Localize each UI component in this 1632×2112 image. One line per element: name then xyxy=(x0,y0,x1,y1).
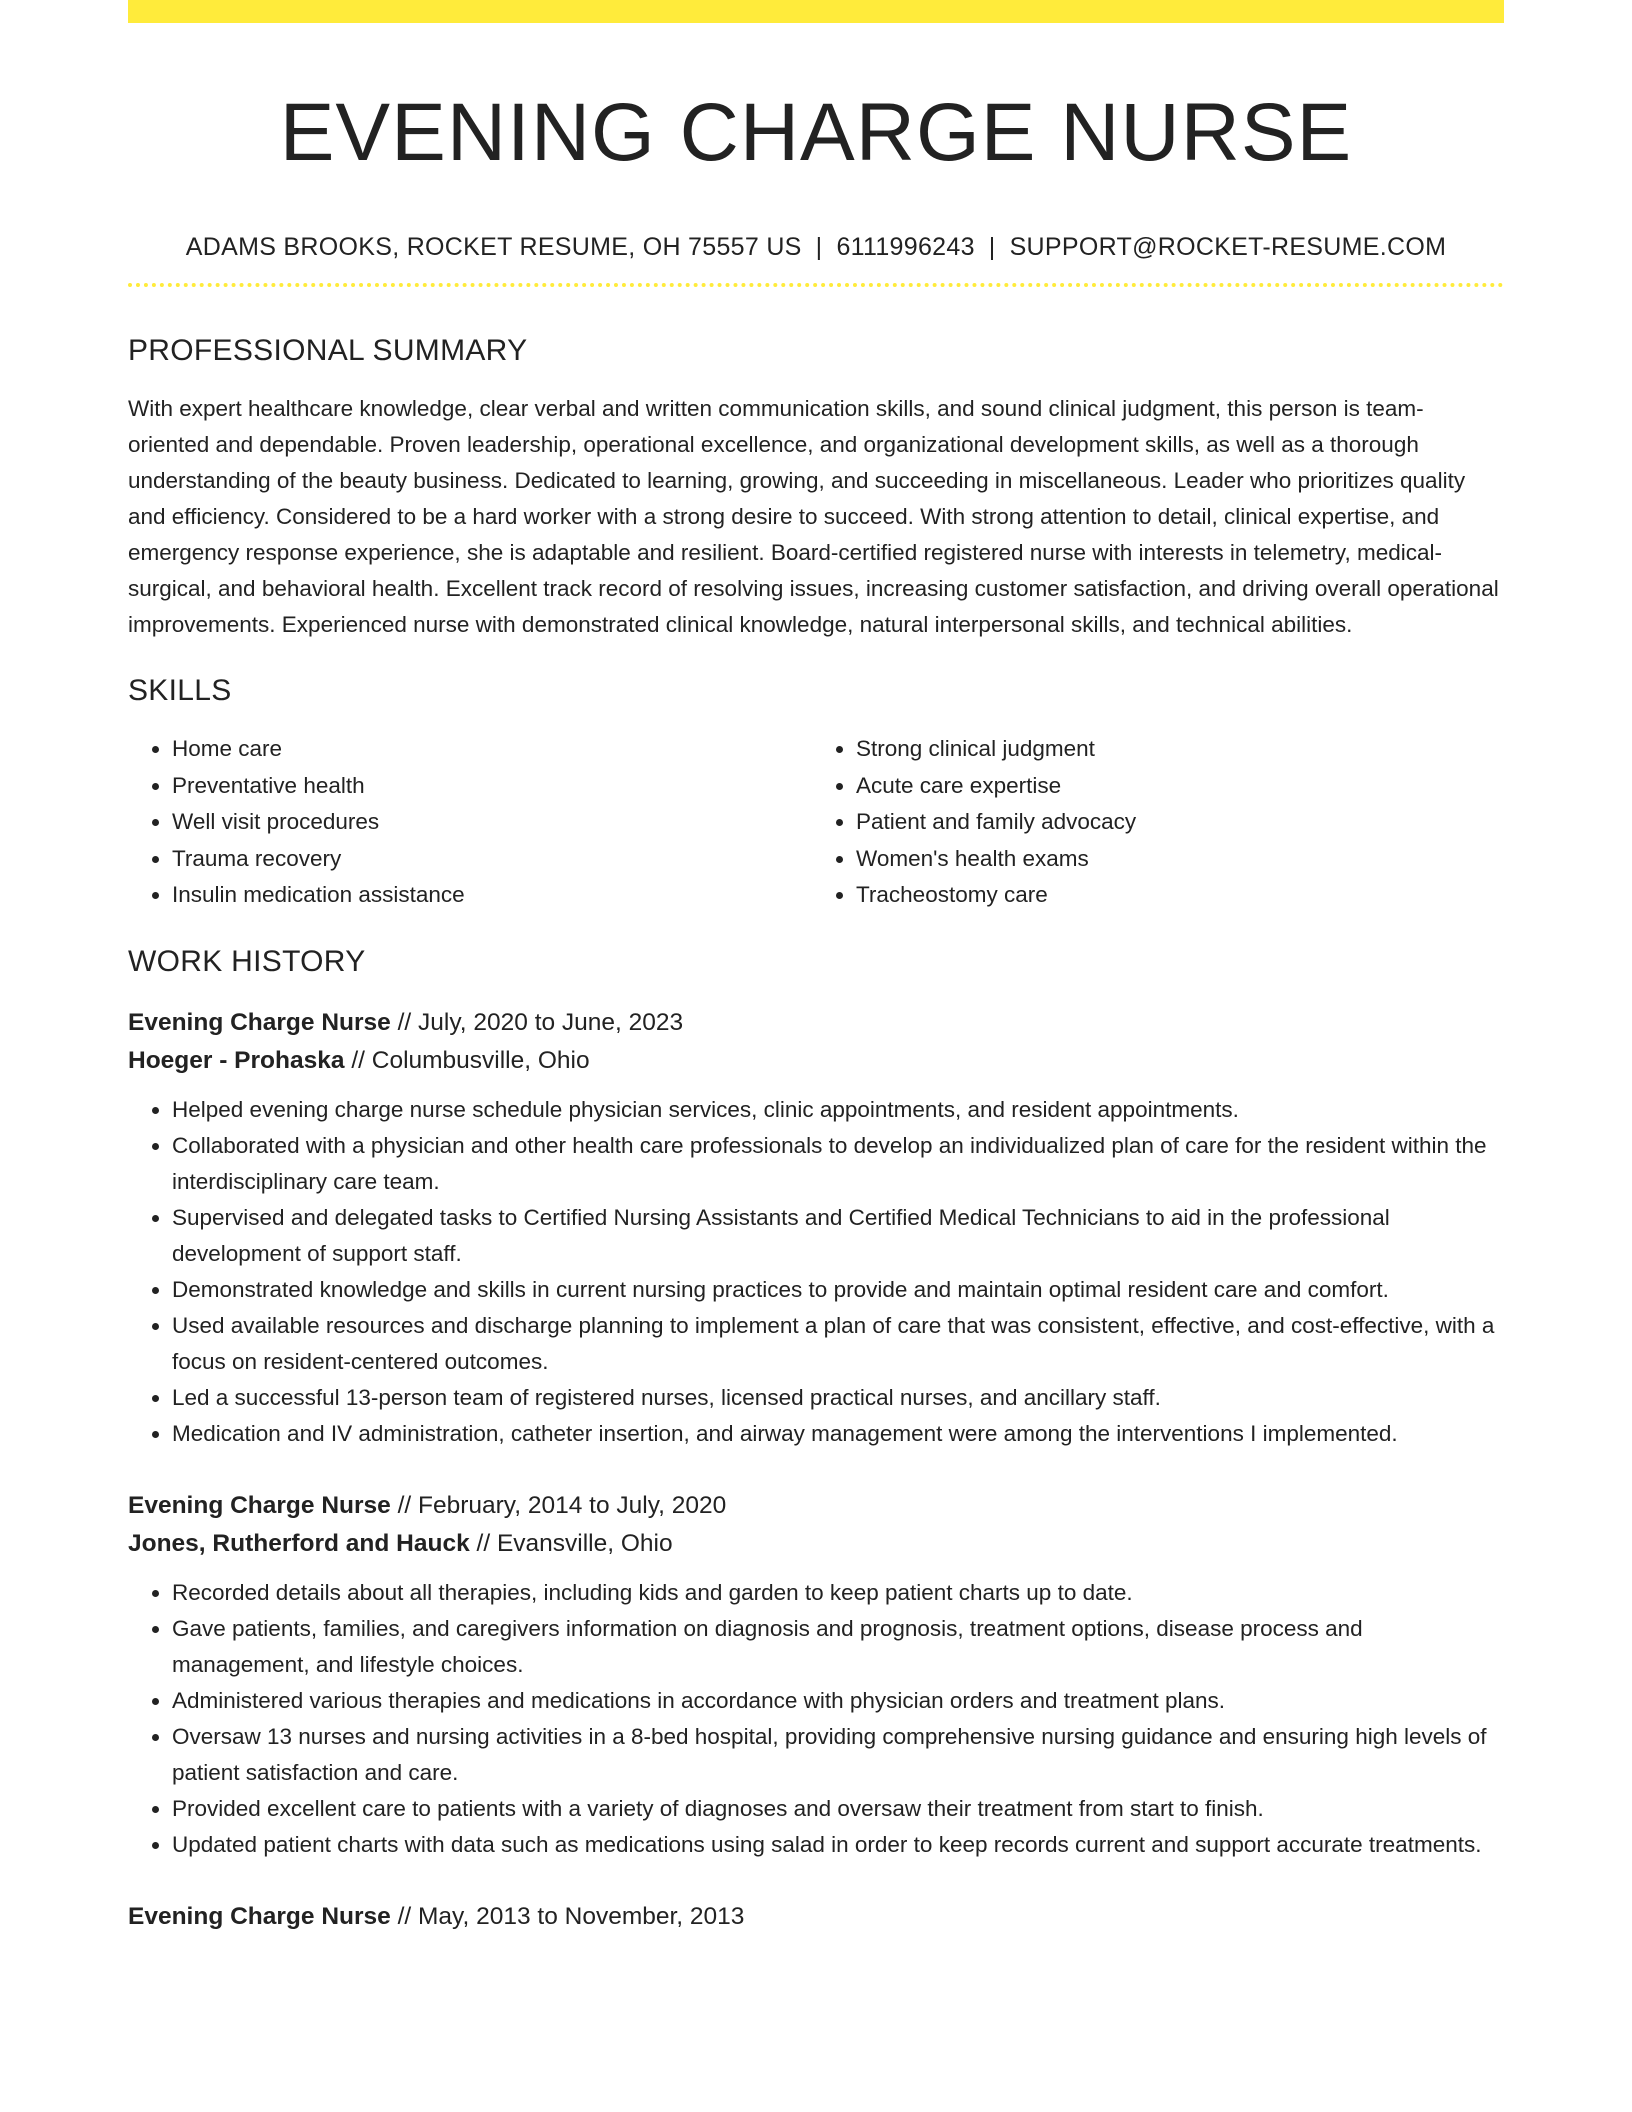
contact-phone[interactable]: 6111996243 xyxy=(836,233,975,261)
job-dates: February, 2014 to July, 2020 xyxy=(418,1491,727,1519)
skills-column-2 xyxy=(806,731,1490,914)
resume-page xyxy=(128,0,1504,1936)
job-bullet: • Led a successful 13-person team of registered nurses, licensed practical nurses, and ancillary staff. xyxy=(172,1380,1504,1416)
contact-separator: | xyxy=(988,233,996,261)
skills-list xyxy=(128,731,1504,914)
job-company-line xyxy=(128,1042,1504,1080)
work-history-heading: WORK HISTORY xyxy=(128,944,366,978)
skill-item: • Insulin medication assistance xyxy=(172,877,806,914)
job-bullet: • Oversaw 13 nurses and nursing activities in a 8-bed hospital, providing comprehensive nursing guidance and ensuring high levels of patient satisfaction and care. xyxy=(172,1719,1504,1791)
job-location: Columbusville, Ohio xyxy=(371,1046,590,1074)
job-bullet: • Provided excellent care to patients with a variety of diagnoses and oversaw their treatment from start to finish. xyxy=(172,1791,1504,1827)
job-bullets xyxy=(128,1092,1504,1452)
skill-item: • Home care xyxy=(172,731,806,768)
job-bullet: • Demonstrated knowledge and skills in current nursing practices to provide and maintain optimal resident care and comfort. xyxy=(172,1272,1504,1308)
skill-item: • Women's health exams xyxy=(856,841,1490,878)
job-bullet: • Used available resources and discharge planning to implement a plan of care that was consistent, effective, and cost-effective, with a focus on resident-centered outcomes. xyxy=(172,1308,1504,1380)
job-separator: // xyxy=(351,1046,365,1074)
job-entry xyxy=(128,1898,1504,1936)
skill-item: • Strong clinical judgment xyxy=(856,731,1490,768)
job-company: Jones, Rutherford and Hauck xyxy=(128,1529,470,1557)
job-bullet: • Medication and IV administration, catheter insertion, and airway management were among the interventions I implemented. xyxy=(172,1416,1504,1452)
summary-heading: PROFESSIONAL SUMMARY xyxy=(128,334,528,367)
accent-top-bar xyxy=(128,0,1504,23)
job-bullet: • Helped evening charge nurse schedule physician services, clinic appointments, and resident appointments. xyxy=(172,1092,1504,1128)
skill-item: • Patient and family advocacy xyxy=(856,804,1490,841)
job-role: Evening Charge Nurse xyxy=(128,1491,391,1519)
job-company-line xyxy=(128,1525,1504,1563)
job-separator: // xyxy=(397,1491,412,1519)
job-bullets xyxy=(128,1575,1504,1863)
job-role: Evening Charge Nurse xyxy=(128,1902,391,1930)
job-bullet: • Gave patients, families, and caregivers information on diagnosis and prognosis, treatment options, disease process and management, and lifestyle choices. xyxy=(172,1611,1504,1683)
job-bullet: • Collaborated with a physician and other health care professionals to develop an individualized plan of care for the resident within the interdisciplinary care team. xyxy=(172,1128,1504,1200)
job-bullet: • Recorded details about all therapies, including kids and garden to keep patient charts up to date. xyxy=(172,1575,1504,1611)
skill-item: • Preventative health xyxy=(172,768,806,805)
job-role-line xyxy=(128,1487,1504,1525)
job-bullet: • Administered various therapies and medications in accordance with physician orders and treatment plans. xyxy=(172,1683,1504,1719)
skills-column-1 xyxy=(128,731,806,914)
resume-title: EVENING CHARGE NURSE xyxy=(279,87,1353,178)
job-location: Evansville, Ohio xyxy=(496,1529,673,1557)
contact-line xyxy=(128,231,1504,263)
job-bullet: • Supervised and delegated tasks to Certified Nursing Assistants and Certified Medical Technicians to aid in the professional development of support staff. xyxy=(172,1200,1504,1272)
contact-separator: | xyxy=(815,233,823,261)
skill-item: • Trauma recovery xyxy=(172,841,806,878)
job-dates: May, 2013 to November, 2013 xyxy=(418,1902,745,1930)
summary-text: With expert healthcare knowledge, clear verbal and written communication skills, and sound clinical judgment, this person is team-oriented and dependable. Proven leadership, operational excellence, and organizational development skills, as well as a thorough understanding of the beauty business. Dedicated to learning, growing, and succeeding in miscellaneous. Leader who prioritizes quality and efficiency. Considered to be a hard worker with a strong desire to succeed. With strong attention to detail, clinical expertise, and emergency response experience, she is adaptable and resilient. Board-certified registered nurse with interests in telemetry, medical-surgical, and behavioral health. Excellent track record of resolving issues, increasing customer satisfaction, and driving overall operational improvements. Experienced nurse with demonstrated clinical knowledge, natural interpersonal skills, and technical abilities. xyxy=(128,396,1499,637)
job-company: Hoeger - Prohaska xyxy=(128,1046,345,1074)
job-bullet: • Updated patient charts with data such as medications using salad in order to keep records current and support accurate treatments. xyxy=(172,1827,1504,1863)
skills-heading: SKILLS xyxy=(128,674,232,707)
job-role: Evening Charge Nurse xyxy=(128,1008,391,1036)
job-role-line xyxy=(128,1898,1504,1936)
skill-item: • Acute care expertise xyxy=(856,768,1490,805)
contact-address: ADAMS BROOKS, ROCKET RESUME, OH 75557 US xyxy=(185,233,802,261)
skill-item: • Tracheostomy care xyxy=(856,877,1490,914)
job-separator: // xyxy=(397,1008,412,1036)
job-dates: July, 2020 to June, 2023 xyxy=(418,1008,684,1036)
job-separator: // xyxy=(476,1529,491,1557)
dotted-divider xyxy=(128,283,1504,287)
job-entry xyxy=(128,1487,1504,1863)
skill-item: • Well visit procedures xyxy=(172,804,806,841)
job-role-line xyxy=(128,1004,1504,1042)
job-entry xyxy=(128,1004,1504,1452)
contact-email[interactable]: SUPPORT@ROCKET-RESUME.COM xyxy=(1009,233,1447,261)
job-separator: // xyxy=(397,1902,412,1930)
